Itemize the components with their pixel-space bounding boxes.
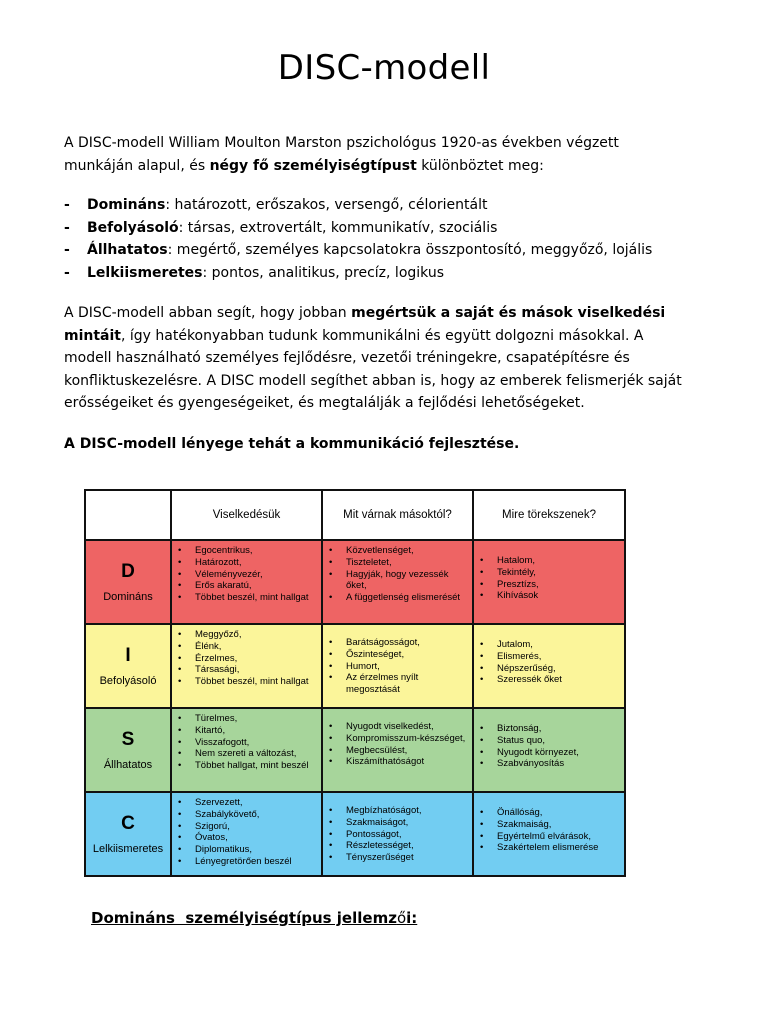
goals-cell xyxy=(473,624,625,708)
benefits-paragraph xyxy=(64,302,684,415)
list-item: • Meggyőző, xyxy=(178,629,317,641)
list-item: • Kiszámíthatóságot xyxy=(329,756,468,768)
cell-list xyxy=(172,793,321,868)
cell-list xyxy=(474,793,624,854)
list-item: • Barátságosságot, xyxy=(329,637,468,649)
list-item: • Pontosságot, xyxy=(329,829,468,841)
list-item: • Többet beszél, mint hallgat xyxy=(178,592,317,604)
cell-list xyxy=(474,625,624,686)
personality-type-list xyxy=(64,194,652,284)
table-header-cell: Mit várnak másoktól? xyxy=(322,490,473,540)
type-letter: C xyxy=(121,813,135,834)
disc-table xyxy=(84,489,626,877)
type-label: Befolyásoló xyxy=(99,675,157,687)
behaviour-cell xyxy=(171,792,322,876)
goals-cell xyxy=(473,708,625,792)
type-name: Befolyásoló xyxy=(87,219,179,236)
list-item: • Nyugodt viselkedést, xyxy=(329,721,468,733)
list-item: • Tekintély, xyxy=(480,567,620,579)
cell-list xyxy=(474,709,624,770)
list-item: • Határozott, xyxy=(178,557,317,569)
list-item xyxy=(64,194,652,217)
cell-list xyxy=(172,709,321,772)
list-item: • A függetlenség elismerését xyxy=(329,592,468,604)
cell-list xyxy=(474,541,624,602)
list-item: • Hatalom, xyxy=(480,555,620,567)
list-item: • Status quo, xyxy=(480,735,620,747)
behaviour-cell xyxy=(171,624,322,708)
intro-text-2: különböztet meg: xyxy=(416,157,544,174)
type-name: Lelkiismeretes xyxy=(87,264,203,281)
expectations-cell xyxy=(322,540,473,624)
table-header-cell xyxy=(85,490,171,540)
list-item: • Lényegretörően beszél xyxy=(178,856,317,868)
section-heading-text-1: Domináns személyiségtípus jellemz xyxy=(91,909,397,927)
intro-text-1: A DISC-modell William Moulton Marston pszichológus 1920-as években végzett munkáján alapul, és xyxy=(64,135,619,174)
list-item: • Elismerés, xyxy=(480,651,620,663)
list-item: • Egocentrikus, xyxy=(178,545,317,557)
list-item: • Humort, xyxy=(329,661,468,673)
type-cell xyxy=(85,540,171,624)
type-label: Domináns xyxy=(103,591,153,603)
list-item: • Megbecsülést, xyxy=(329,745,468,757)
list-item: • Hagyják, hogy vezessék őket, xyxy=(329,569,468,593)
expectations-cell xyxy=(322,708,473,792)
list-item: • Kompromisszum-készséget, xyxy=(329,733,468,745)
behaviour-cell xyxy=(171,708,322,792)
list-item: • Élénk, xyxy=(178,641,317,653)
cell-list xyxy=(172,541,321,604)
type-description: : megértő, személyes kapcsolatokra összpontosító, meggyőző, lojális xyxy=(167,242,653,258)
cell-list xyxy=(323,793,472,864)
list-item: • Kihívások xyxy=(480,590,620,602)
type-description: : határozott, erőszakos, versengő, célorientált xyxy=(165,197,488,213)
table-row xyxy=(85,540,625,624)
list-item: • Többet hallgat, mint beszél xyxy=(178,760,317,772)
list-item: • Szigorú, xyxy=(178,821,317,833)
list-item: • Közvetlenséget, xyxy=(329,545,468,557)
list-item: • Erős akaratú, xyxy=(178,580,317,592)
type-name: Állhatatos xyxy=(87,242,168,258)
type-description: : pontos, analitikus, precíz, logikus xyxy=(202,264,445,281)
intro-paragraph xyxy=(64,132,684,177)
list-item: • Nyugodt környezet, xyxy=(480,747,620,759)
type-letter: S xyxy=(121,729,135,750)
list-item: • Népszerűség, xyxy=(480,663,620,675)
type-label: Lelkiismeretes xyxy=(92,843,164,855)
cell-list xyxy=(323,709,472,768)
list-item: • Megbízhatóságot, xyxy=(329,805,468,817)
list-dash: - xyxy=(64,197,70,213)
table-row xyxy=(85,624,625,708)
section-heading-text-2: ő xyxy=(396,909,407,927)
list-dash: - xyxy=(64,242,70,258)
type-cell xyxy=(85,708,171,792)
list-item: • Szabálykövető, xyxy=(178,809,317,821)
list-item xyxy=(64,217,652,240)
list-item: • Szervezett, xyxy=(178,797,317,809)
list-item: • Az érzelmes nyílt megosztását xyxy=(329,672,468,696)
list-item: • Részletességet, xyxy=(329,840,468,852)
list-item: • Biztonság, xyxy=(480,723,620,735)
summary-paragraph: A DISC-modell lényege tehát a kommunikáció fejlesztése. xyxy=(64,436,520,452)
benefits-text-1: A DISC-modell abban segít, hogy jobban xyxy=(64,305,352,321)
expectations-cell xyxy=(322,792,473,876)
list-item: • Érzelmes, xyxy=(178,653,317,665)
benefits-bold: megértsük a saját és mások viselkedési mintáit xyxy=(64,305,666,344)
section-heading xyxy=(91,909,417,927)
list-item: • Véleményvezér, xyxy=(178,569,317,581)
list-item: • Őszinteséget, xyxy=(329,649,468,661)
type-label: Állhatatos xyxy=(103,759,153,771)
list-item: • Szakértelem elismerése xyxy=(480,842,620,854)
list-item: • Türelmes, xyxy=(178,713,317,725)
type-name: Domináns xyxy=(87,197,166,213)
list-item: • Társasági, xyxy=(178,664,317,676)
list-item: • Többet beszél, mint hallgat xyxy=(178,676,317,688)
list-item: • Egyértelmű elvárások, xyxy=(480,831,620,843)
list-item: • Szeressék őket xyxy=(480,674,620,686)
list-item: • Jutalom, xyxy=(480,639,620,651)
list-item: • Tiszteletet, xyxy=(329,557,468,569)
type-cell xyxy=(85,624,171,708)
list-dash: - xyxy=(64,264,70,281)
list-item: • Óvatos, xyxy=(178,832,317,844)
type-description: : társas, extrovertált, kommunikatív, szociális xyxy=(178,219,498,236)
table-header-cell: Viselkedésük xyxy=(171,490,322,540)
goals-cell xyxy=(473,540,625,624)
list-item: • Tényszerűséget xyxy=(329,852,468,864)
list-item: • Presztízs, xyxy=(480,579,620,591)
type-letter: D xyxy=(121,561,135,582)
list-item: • Kitartó, xyxy=(178,725,317,737)
list-item: • Szakmaiság, xyxy=(480,819,620,831)
list-item: • Visszafogott, xyxy=(178,737,317,749)
cell-list xyxy=(172,625,321,688)
table-header-row xyxy=(85,490,625,540)
cell-list xyxy=(323,625,472,696)
table-header-cell: Mire törekszenek? xyxy=(473,490,625,540)
list-dash: - xyxy=(64,219,70,236)
goals-cell xyxy=(473,792,625,876)
behaviour-cell xyxy=(171,540,322,624)
list-item xyxy=(64,239,652,262)
table-row xyxy=(85,708,625,792)
list-item xyxy=(64,262,652,285)
intro-bold: négy fő személyiségtípust xyxy=(209,157,417,174)
cell-list xyxy=(323,541,472,604)
list-item: • Nem szereti a változást, xyxy=(178,748,317,760)
benefits-text-2: , így hatékonyabban tudunk kommunikálni és együtt dolgozni másokkal. A modell használható személyes fejlődésre, vezetői tréningekre, csapatépítésre és konfliktuskezelésre. A DISC modell segíthet abban is, hogy az emberek felismerjék saját erősségeiket és gyengeségeiket, és megtalálják a fejlődési lehetőségeket. xyxy=(64,327,682,411)
type-cell xyxy=(85,792,171,876)
list-item: • Szabványosítás xyxy=(480,758,620,770)
type-letter: I xyxy=(125,645,131,666)
table-row xyxy=(85,792,625,876)
expectations-cell xyxy=(322,624,473,708)
section-heading-text-3: i: xyxy=(406,909,418,927)
list-item: • Önállóság, xyxy=(480,807,620,819)
list-item: • Szakmaiságot, xyxy=(329,817,468,829)
page-title: DISC-modell xyxy=(277,48,491,88)
list-item: • Diplomatikus, xyxy=(178,844,317,856)
